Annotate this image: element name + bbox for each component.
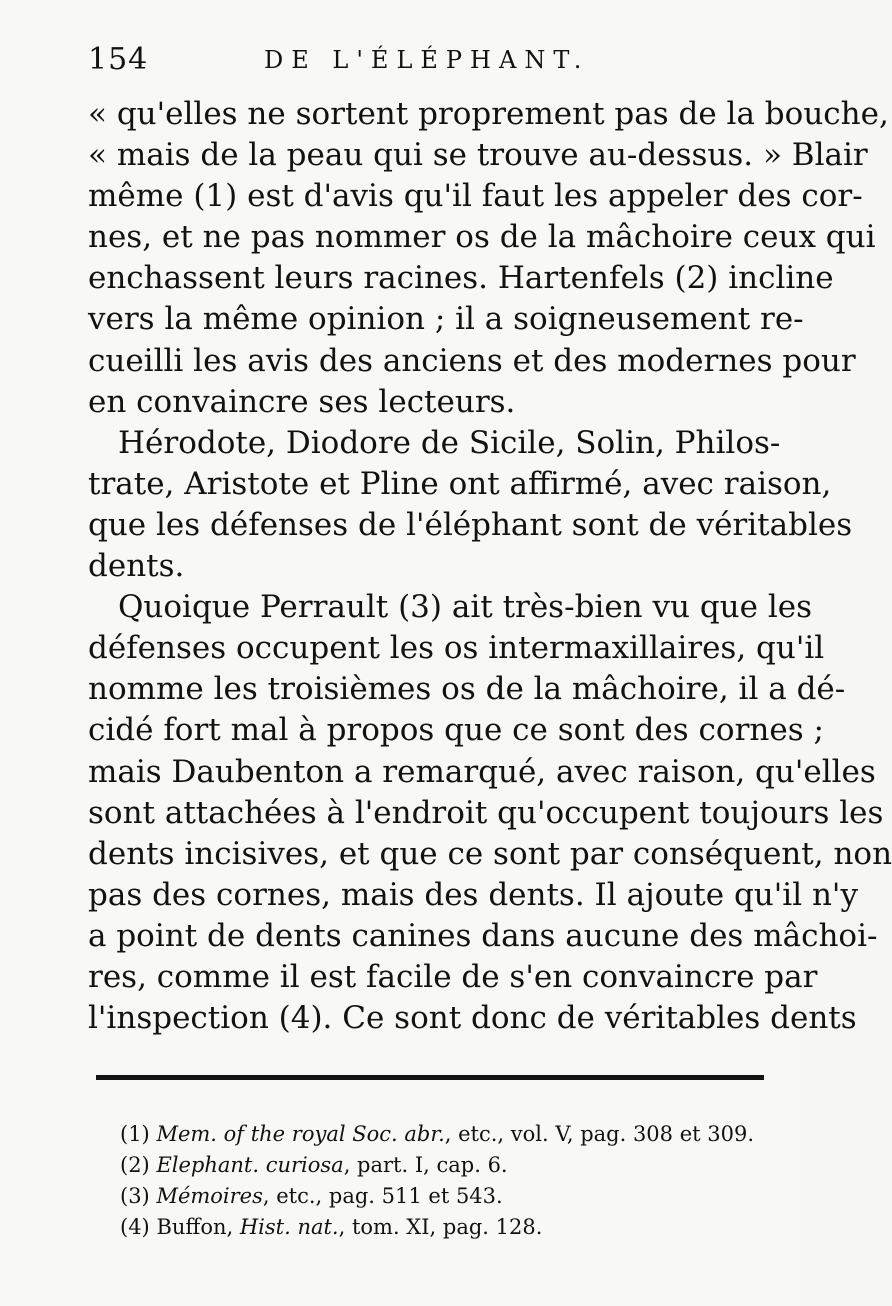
paragraph-1 [88, 94, 889, 423]
footnote-1 [120, 1119, 770, 1150]
text-line: que les défenses de l'éléphant sont de véritables [88, 506, 853, 543]
running-head: DE L'ÉLÉPHANT. [264, 46, 590, 74]
footnote-rest: , part. I, cap. 6. [343, 1153, 508, 1177]
footnote-rest: , tom. XI, pag. 128. [338, 1215, 543, 1239]
footnote-marker: (1) [120, 1122, 150, 1146]
footnote-2 [120, 1150, 770, 1181]
footnote-rest: , etc., vol. V, pag. 308 et 309. [444, 1122, 755, 1146]
text-line: Quoique Perrault (3) ait très-bien vu que les [118, 589, 813, 626]
text-line: mais Daubenton a remarqué, avec raison, qu'elles [88, 753, 876, 790]
text-line: cueilli les avis des anciens et des modernes pour [88, 342, 856, 379]
footnote-marker: (4) [120, 1215, 150, 1239]
footnotes [120, 1119, 770, 1243]
text-line: a point de dents canines dans aucune des mâchoi- [88, 917, 878, 954]
footnote-rule [96, 1075, 764, 1080]
text-line: cidé fort mal à propos que ce sont des cornes ; [88, 712, 824, 749]
text-line: vers la même opinion ; il a soigneusement re- [88, 301, 804, 338]
text-line: res, comme il est facile de s'en convaincre par [88, 958, 818, 995]
text-line: trate, Aristote et Pline ont affirmé, avec raison, [88, 465, 832, 502]
text-line: sont attachées à l'endroit qu'occupent toujours les [88, 794, 884, 831]
body-text [88, 94, 892, 1039]
footnote-4 [120, 1212, 770, 1243]
text-line: même (1) est d'avis qu'il faut les appeler des cor- [88, 178, 863, 215]
text-line: défenses occupent les os intermaxillaires, qu'il [88, 630, 825, 667]
text-line: pas des cornes, mais des dents. Il ajoute qu'il n'y [88, 876, 858, 913]
text-line: « qu'elles ne sortent proprement pas de la bouche, [88, 96, 889, 132]
paragraph-2 [88, 423, 853, 587]
text-line: enchassent leurs racines. Hartenfels (2) incline [88, 260, 834, 297]
footnote-title: Elephant. curiosa [156, 1153, 344, 1177]
text-line: dents. [88, 548, 185, 585]
text-line: Hérodote, Diodore de Sicile, Solin, Philos- [118, 424, 781, 461]
text-line: nes, et ne pas nommer os de la mâchoire ceux qui [88, 219, 876, 256]
footnote-marker: (3) [120, 1184, 150, 1208]
text-line: dents incisives, et que ce sont par conséquent, non [88, 835, 892, 872]
footnote-title: Mem. of the royal Soc. abr. [156, 1122, 445, 1146]
footnote-prefix: Buffon, [156, 1215, 240, 1239]
page-number: 154 [88, 42, 149, 77]
paragraph-3 [88, 587, 892, 1039]
footnote-title: Mémoires [156, 1184, 263, 1208]
footnote-marker: (2) [120, 1153, 150, 1177]
footnote-rest: , etc., pag. 511 et 543. [262, 1184, 503, 1208]
text-line: « mais de la peau qui se trouve au-dessus. » Blair [88, 137, 868, 174]
text-line: l'inspection (4). Ce sont donc de véritables dents [88, 1000, 857, 1037]
text-line: nomme les troisièmes os de la mâchoire, il a dé- [88, 671, 846, 708]
text-line: en convaincre ses lecteurs. [88, 383, 516, 420]
footnote-3 [120, 1181, 770, 1212]
page-header [88, 42, 764, 82]
footnote-title: Hist. nat. [239, 1215, 339, 1239]
